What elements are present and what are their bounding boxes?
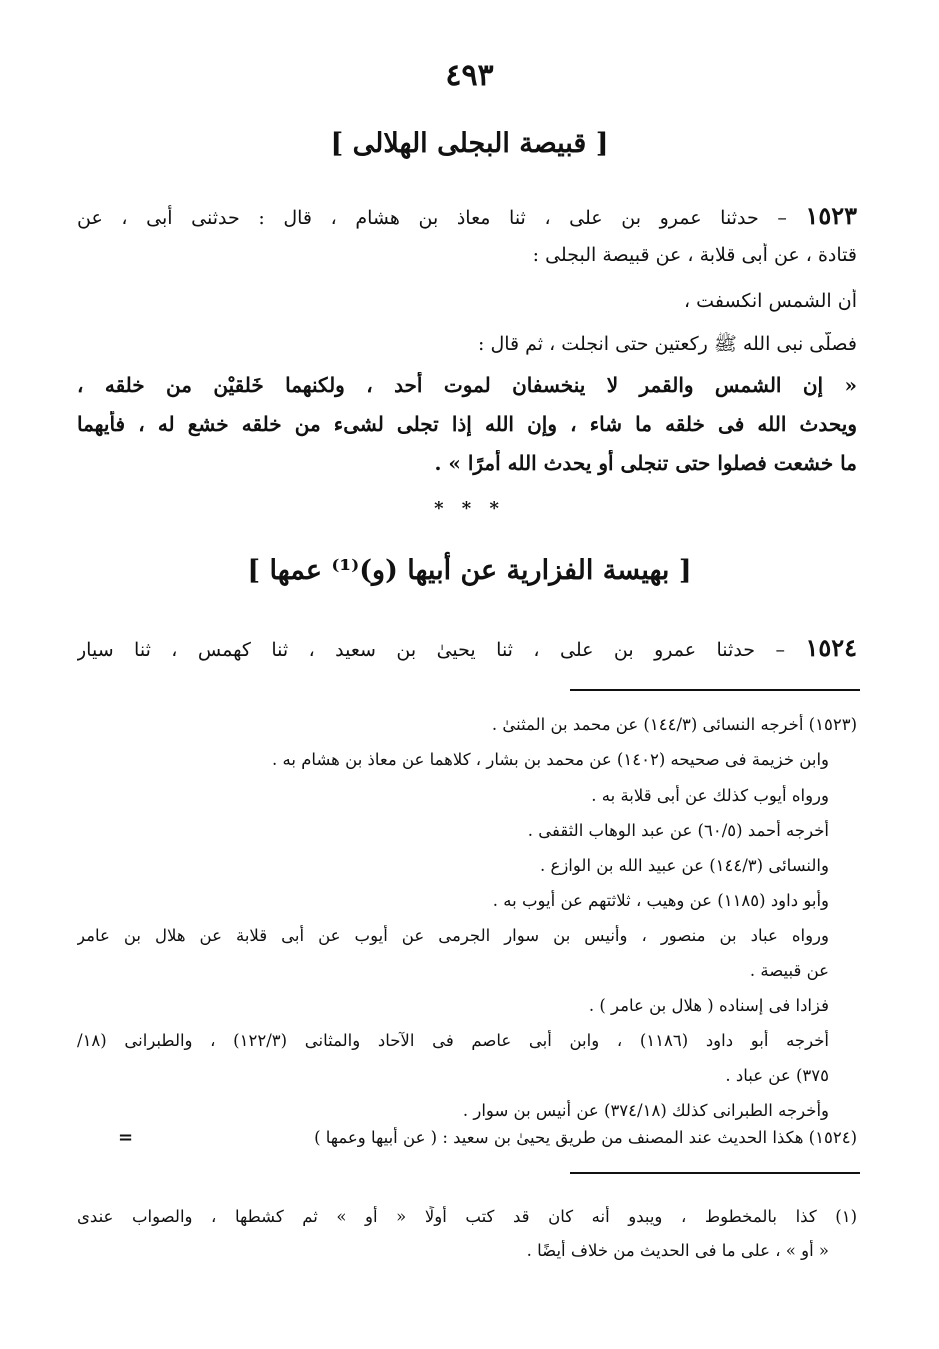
section-heading-qabisa: [ قبيصة البجلى الهلالى ] — [330, 128, 609, 159]
continuation-mark: = — [118, 1127, 134, 1148]
hadith-1523-line-2: قتادة ، عن أبى قلابة ، عن قبيصة البجلى : — [532, 244, 857, 266]
footnote-line: عن قبيصة . — [749, 961, 829, 980]
hadith-1523-line-6: ويحدث الله فى خلقه ما شاء ، وإن الله إذا تجلى لشىء من خلقه خشع له ، فأيهما — [77, 412, 857, 436]
hadith-1523-line-3: أن الشمس انكسفت ، — [684, 290, 857, 312]
note-divider — [570, 1172, 860, 1174]
footnote-line: أخرجه أحمد (٦٠/٥) عن عبد الوهاب الثقفى . — [527, 821, 829, 840]
hadith-1523-line-5: « إن الشمس والقمر لا ينخسفان لموت أحد ، ولكنهما خَلقيْن من خلقه ، — [77, 373, 857, 397]
footnote-line: ٣٧٥) عن عباد . — [725, 1066, 829, 1085]
footnote-line: ورواه أيوب كذلك عن أبى قلابة به . — [591, 786, 829, 805]
page-number: ٤٩٣ — [445, 58, 494, 93]
section-separator: * * * — [434, 498, 505, 519]
footnote-line: وابن خزيمة فى صحيحه (١٤٠٢) عن محمد بن بشار ، كلاهما عن معاذ بن هشام به . — [272, 750, 829, 769]
hadith-1523-line-7: ما خشعت فصلوا حتى تنجلى أو يحدث الله أمرًا » . — [434, 451, 857, 475]
footnote-line: وأخرجه الطبرانى كذلك (٣٧٤/١٨) عن أنيس بن سوار . — [462, 1101, 829, 1120]
hadith-number: ١٥٢٣ — [805, 201, 857, 230]
hadith-text: – حدثنا عمرو بن على ، ثنا معاذ بن هشام ، قال : حدثنى أبى ، عن — [77, 207, 787, 229]
footnote-divider — [570, 689, 860, 691]
hadith-1524-line-1 — [77, 632, 857, 664]
hadith-1523-line-1 — [77, 200, 857, 232]
note-line: « أو » ، على ما فى الحديث من خلاف أيضًا . — [526, 1241, 829, 1260]
footnote-line: والنسائى (١٤٤/٣) عن عبيد الله بن الوازع . — [540, 856, 829, 875]
footnote-line: (١٥٢٤) هكذا الحديث عند المصنف من طريق يحيىٰ بن سعيد : ( عن أبيها وعمها ) — [314, 1128, 857, 1147]
hadith-text: – حدثنا عمرو بن على ، ثنا يحيىٰ بن سعيد ، ثنا كهمس ، ثنا سيار — [77, 639, 785, 661]
hadith-1523-line-4: فصلّى نبى الله ﷺ ركعتين حتى انجلت ، ثم قال : — [478, 333, 857, 355]
hadith-number: ١٥٢٤ — [805, 633, 857, 662]
footnote-line: (١٥٢٣) أخرجه النسائى (١٤٤/٣) عن محمد بن المثنىٰ . — [491, 715, 857, 734]
footnote-line: فزادا فى إسناده ( هلال بن عامر ) . — [588, 996, 829, 1015]
footnote-line: أخرجه أبو داود (١١٨٦) ، وابن أبى عاصم فى الآحاد والمثانى (١٢٢/٣) ، والطبرانى (١٨/ — [77, 1031, 829, 1050]
section-heading-buhaysa: [ بهيسة الفزارية عن أبيها (و)⁽¹⁾ عمها ] — [247, 555, 692, 586]
footnote-line: وأبو داود (١١٨٥) عن وهيب ، ثلاثتهم عن أيوب به . — [492, 891, 829, 910]
note-line: (١) كذا بالمخطوط ، ويبدو أنه كان قد كتب أولًا « أو » ثم كشطها ، والصواب عندى — [77, 1207, 857, 1226]
footnote-line: ورواه عباد بن منصور ، وأنيس بن سوار الجرمى عن أيوب عن أبى قلابة عن هلال بن عامر — [77, 926, 829, 945]
